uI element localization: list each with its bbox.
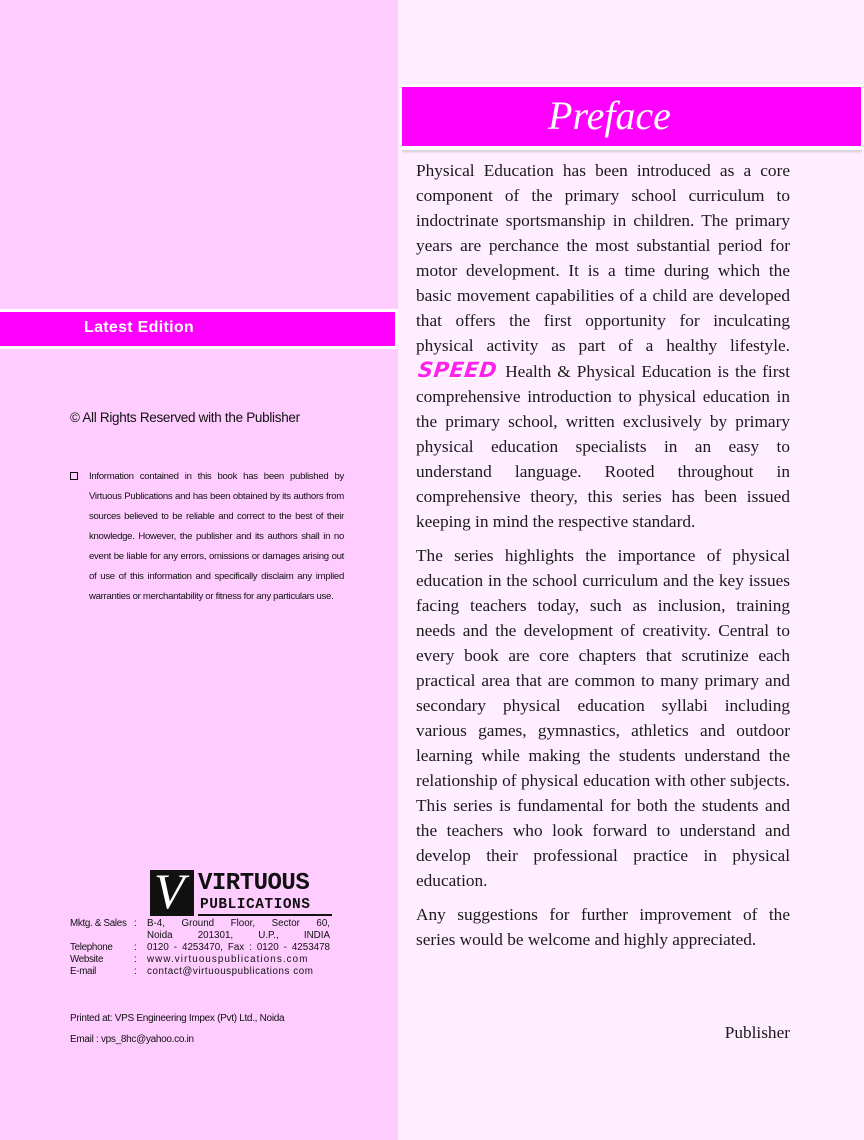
speed-brand-logo: SPEED <box>416 358 499 382</box>
contact-colon: : <box>134 918 137 929</box>
contact-label: Mktg. & Sales <box>70 918 127 929</box>
paragraph-3: Any suggestions for further improvement of the series would be welcome and highly appreciated. <box>416 905 790 949</box>
paragraph-1-end: Health & Physical Education is the first comprehensive introduction to physical education in the primary school, written exclusively by primary physical education specialists in an easy to understand language. Rooted throughout in comprehensive theory, this series has been issued keeping in mind the respective standard. <box>416 362 790 531</box>
contact-row-email <box>70 966 332 978</box>
contact-label: Website <box>70 954 104 965</box>
paragraph-2: The series highlights the importance of physical education in the school curriculum and the key issues facing teachers today, such as inclusion, training needs and the development of creativity. Central to every book are core chapters that scrutinize each practical area that are common to many primary and secondary physical education syllabi including various games, gymnastics, athletics and outdoor learning while making the students understand the relationship of physical education with other subjects. This series is fundamental for both the students and the teachers who look forward to understand and develop their professional practice in physical education. <box>416 546 790 890</box>
copyright-notice: © All Rights Reserved with the Publisher <box>70 410 300 425</box>
edition-label: Latest Edition <box>84 319 194 336</box>
contact-value: B-4, Ground Floor, Sector 60, <box>147 918 330 929</box>
logo-mark-letter: V <box>154 863 185 919</box>
square-bullet-icon <box>70 472 78 480</box>
contact-row-sales <box>70 918 332 930</box>
edition-banner <box>0 309 398 349</box>
contact-row-website <box>70 954 332 966</box>
printer-info <box>70 1008 284 1050</box>
contact-row-telephone <box>70 942 332 954</box>
edition-banner-fill <box>0 312 395 346</box>
contact-value: Noida 201301, U.P., INDIA <box>147 930 330 941</box>
printer-line: Printed at: VPS Engineering Impex (Pvt) Ltd., Noida <box>70 1013 285 1024</box>
contact-colon: : <box>134 966 137 977</box>
contact-value: 0120 - 4253470, Fax : 0120 - 4253478 <box>147 942 330 953</box>
page-title: Preface <box>548 93 671 138</box>
contact-row-address <box>70 930 332 942</box>
contact-colon: : <box>134 954 137 965</box>
disclaimer-text: Information contained in this book has been published by Virtuous Publications and has been obtained by its authors from sources believed to be reliable and correct to the best of their knowledge. However, the publisher and its authors shall in no event be liable for any errors, omissions or damages arising out of use of this information and specifically disclaim any implied warranties or merchantability or fitness for any particulars use. <box>89 471 344 602</box>
contact-details <box>70 918 332 978</box>
paragraph-1 <box>416 158 790 534</box>
contact-colon: : <box>134 942 137 953</box>
logo-subtitle: PUBLICATIONS <box>200 897 311 913</box>
preface-body <box>416 158 790 961</box>
preface-banner <box>402 87 861 146</box>
contact-label: E-mail <box>70 966 96 977</box>
printer-email: Email : vps_8hc@yahoo.co.in <box>70 1034 194 1045</box>
publisher-logo <box>150 863 332 919</box>
contact-label: Telephone <box>70 942 113 953</box>
imprint-page <box>0 0 398 1140</box>
logo-underline <box>198 914 332 916</box>
paragraph-1-start: Physical Education has been introduced as a core component of the primary school curriculum to indoctrinate sportsmanship in children. The primary years are perchance the most substantial period for motor development. It is a time during which the basic movement capabilities of a child are developed that offers the first opportunity for inculcating physical activity as part of a healthy lifestyle. <box>416 161 790 355</box>
email-link[interactable]: contact@virtuouspublications com <box>147 966 314 977</box>
website-link[interactable]: www.virtuouspublications.com <box>147 954 309 965</box>
logo-v-mark-icon <box>150 863 194 919</box>
signature: Publisher <box>724 1023 790 1042</box>
logo-name: VIRTUOUS <box>198 870 310 897</box>
